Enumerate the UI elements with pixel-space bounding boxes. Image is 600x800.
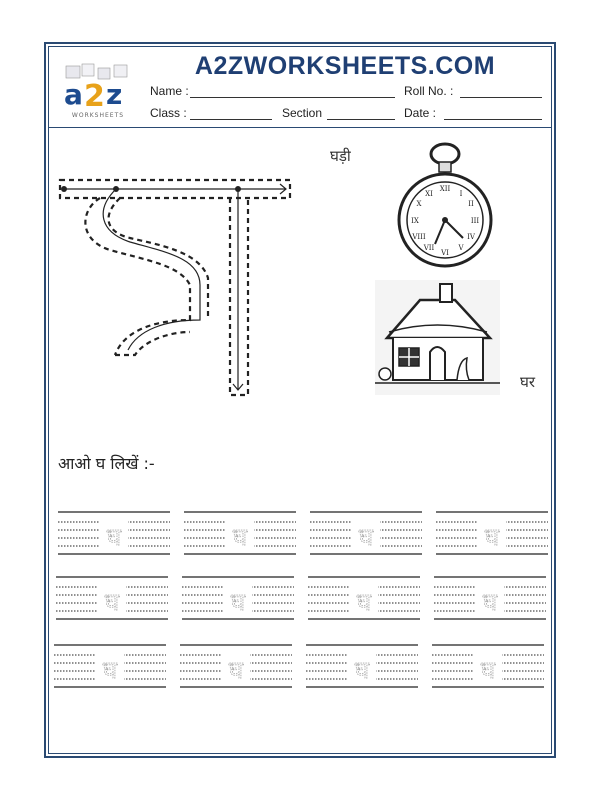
roll-no-label: Roll No. :: [404, 84, 454, 98]
practice-box[interactable]: [54, 645, 166, 687]
trace-letter-faint: घ: [480, 656, 496, 684]
practice-box[interactable]: [184, 512, 296, 554]
trace-letter-faint: घ: [104, 588, 120, 616]
svg-text:V: V: [458, 244, 464, 252]
trace-letter-faint: घ: [354, 656, 370, 684]
trace-letter-faint: घ: [356, 588, 372, 616]
practice-box[interactable]: [182, 577, 294, 619]
svg-text:XI: XI: [425, 190, 433, 198]
practice-box[interactable]: [58, 512, 170, 554]
trace-letter-faint: घ: [232, 523, 248, 551]
section-label: Section: [282, 106, 323, 120]
svg-text:2: 2: [84, 79, 105, 114]
trace-letter-faint: घ: [102, 656, 118, 684]
svg-text:z: z: [106, 78, 123, 111]
trace-letter-faint: घ: [230, 588, 246, 616]
svg-text:X: X: [416, 200, 422, 208]
svg-text:I: I: [459, 190, 463, 198]
trace-letter-faint: घ: [358, 523, 374, 551]
picture-word-watch: घड़ी: [330, 147, 351, 165]
practice-box[interactable]: [432, 645, 544, 687]
date-label: Date :: [404, 106, 437, 120]
practice-box[interactable]: [56, 577, 168, 619]
svg-text:VIII: VIII: [412, 233, 426, 241]
svg-text:VI: VI: [441, 249, 449, 257]
practice-box[interactable]: [306, 645, 418, 687]
picture-word-house: घर: [520, 373, 536, 391]
svg-text:II: II: [468, 200, 474, 208]
practice-box[interactable]: [310, 512, 422, 554]
svg-text:XII: XII: [439, 185, 451, 193]
site-title: A2ZWORKSHEETS.COM: [194, 52, 496, 80]
svg-text:IV: IV: [467, 233, 475, 241]
logo-subtext: WORKSHEETS: [71, 112, 125, 119]
svg-text:a: a: [64, 78, 83, 111]
trace-letter-faint: घ: [106, 523, 122, 551]
practice-box[interactable]: [180, 645, 292, 687]
trace-letter-faint: घ: [482, 588, 498, 616]
practice-box[interactable]: [436, 512, 548, 554]
svg-text:III: III: [470, 217, 480, 225]
name-label: Name :: [150, 84, 189, 98]
trace-letter-faint: घ: [484, 523, 500, 551]
class-label: Class :: [150, 106, 187, 120]
svg-text:VII: VII: [423, 244, 435, 252]
practice-box[interactable]: [308, 577, 420, 619]
trace-letter-faint: घ: [228, 656, 244, 684]
writing-instruction: आओ घ लिखें :-: [58, 454, 155, 473]
practice-box[interactable]: [434, 577, 546, 619]
svg-text:IX: IX: [411, 217, 419, 225]
